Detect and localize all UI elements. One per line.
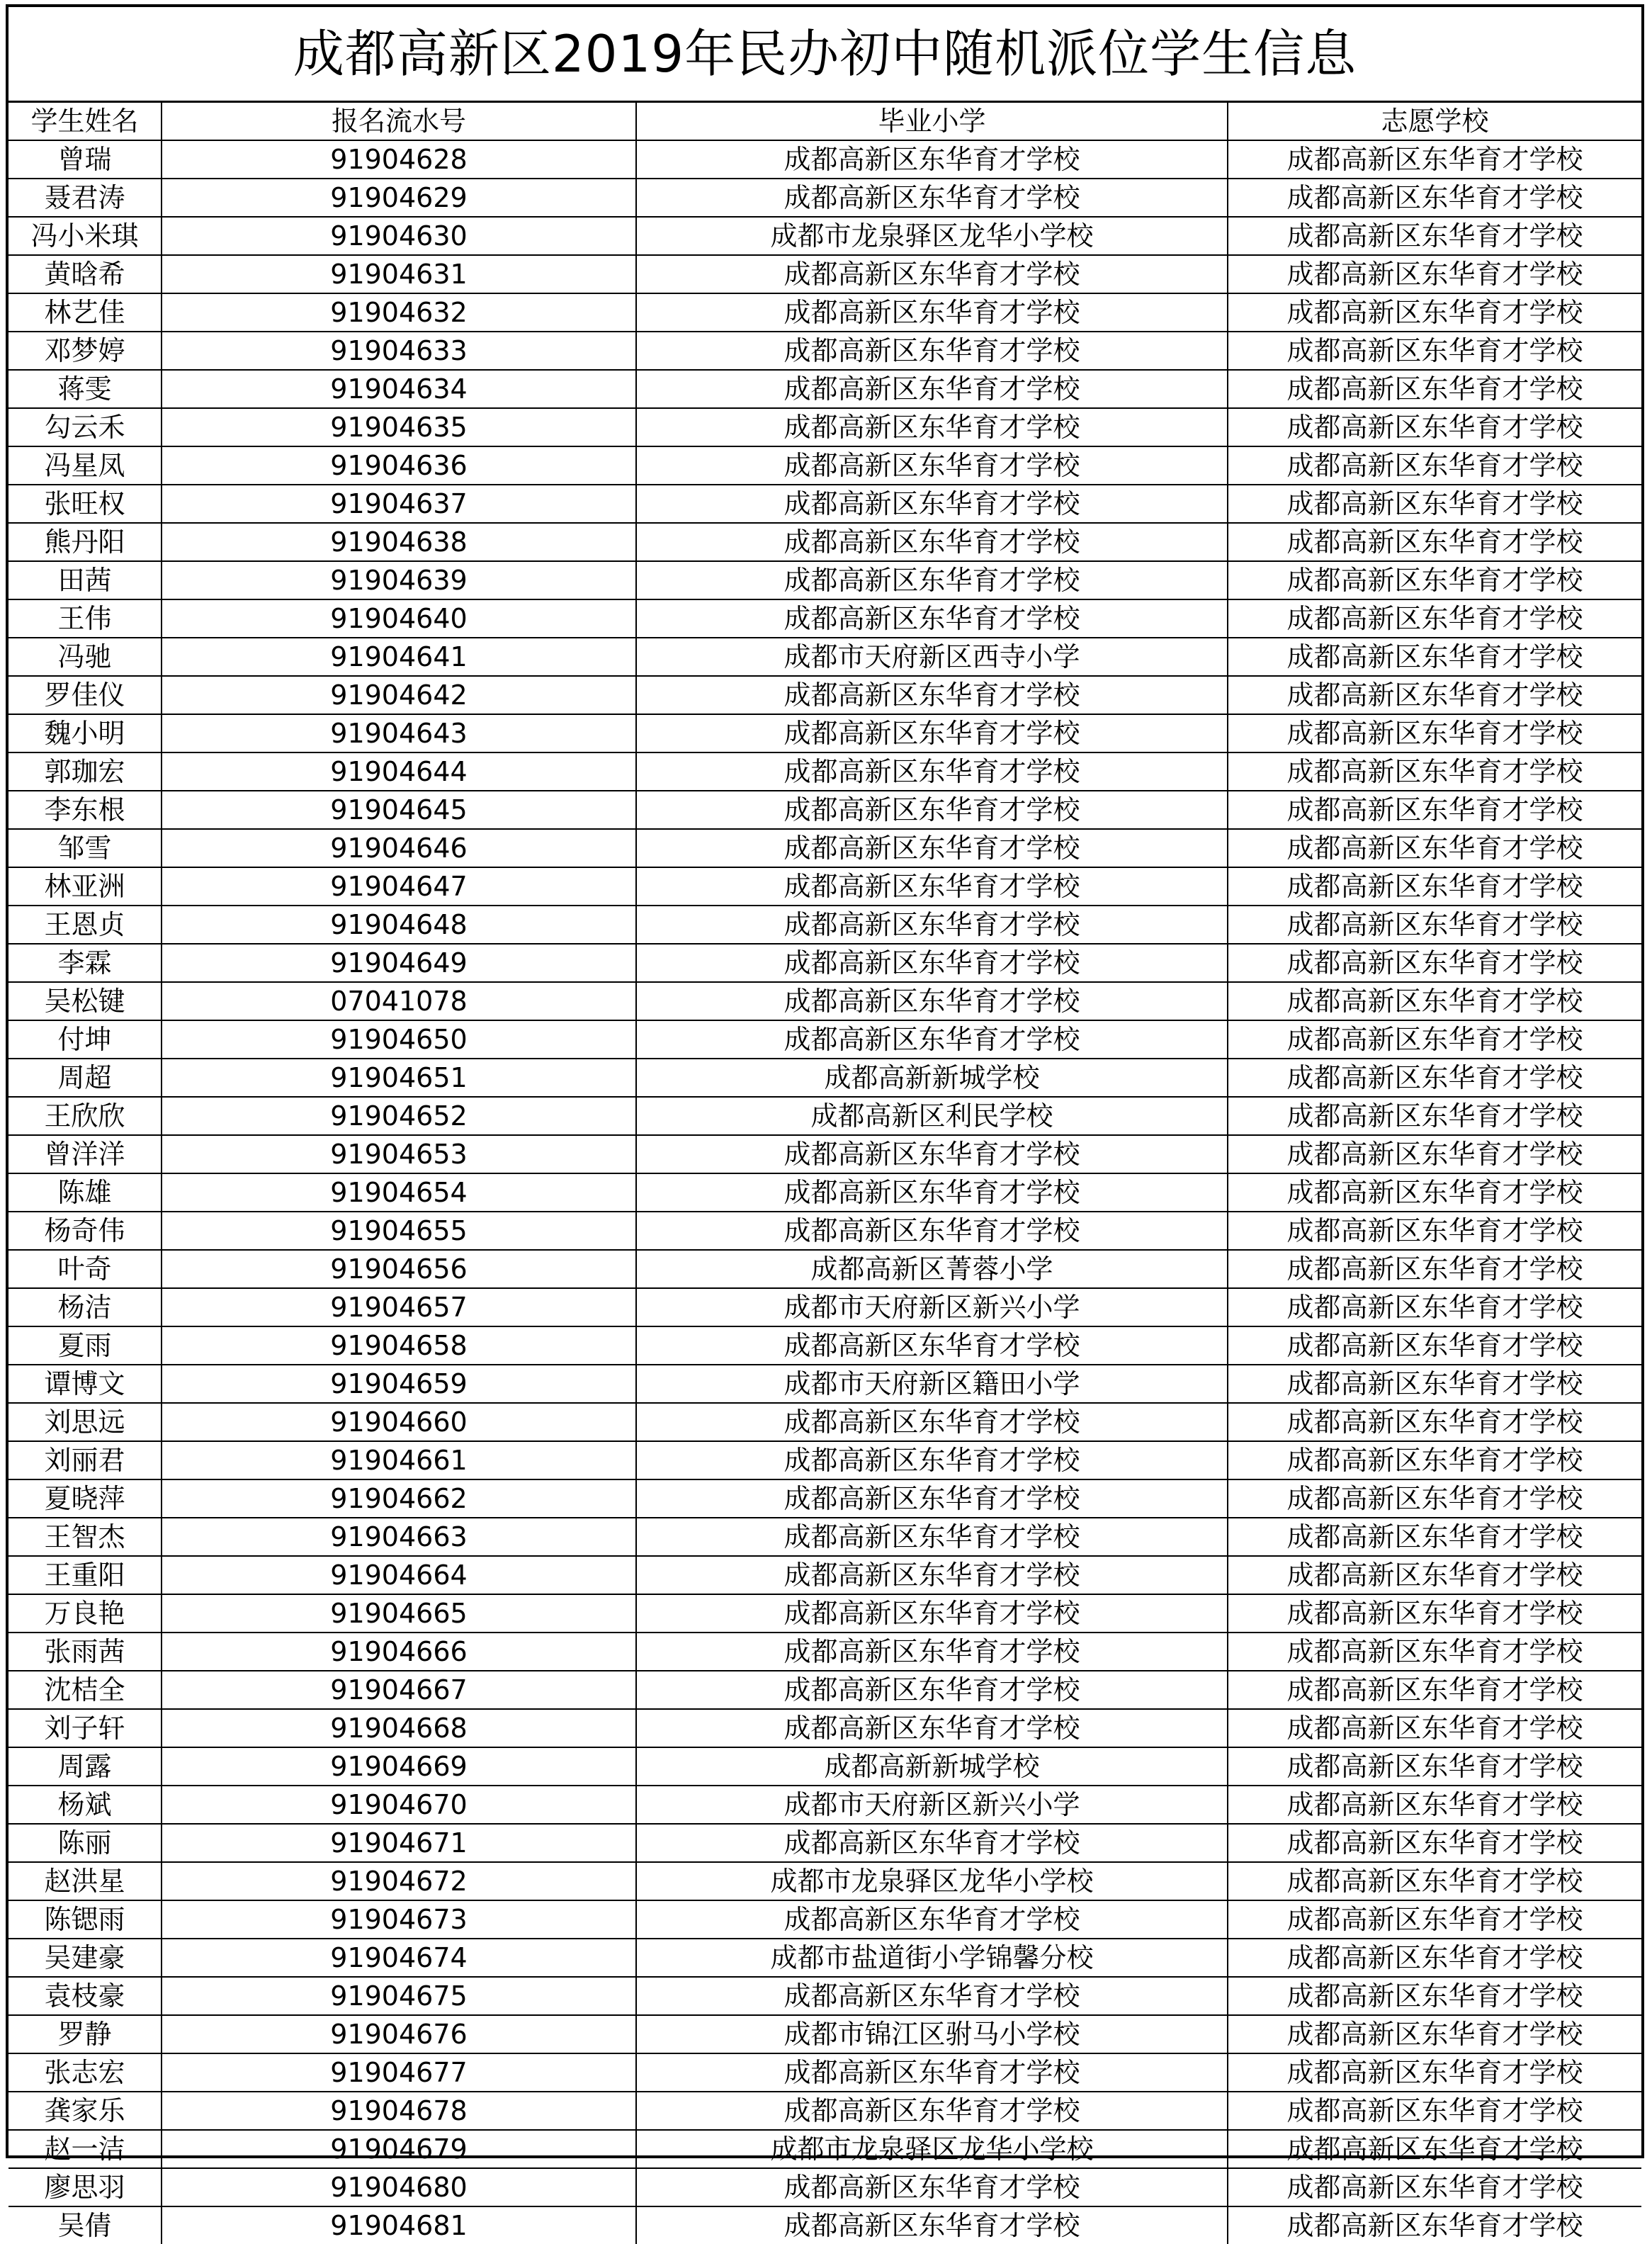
cell-preferred-school: 成都高新区东华育才学校	[1228, 217, 1641, 255]
cell-primary-school: 成都高新区东华育才学校	[636, 1556, 1228, 1594]
table-row	[9, 1365, 1641, 1403]
cell-student-name: 陈雄	[9, 1173, 162, 1212]
cell-serial-number: 07041078	[162, 982, 636, 1020]
cell-student-name: 罗静	[9, 2015, 162, 2053]
table-row	[9, 599, 1641, 638]
table-row	[9, 1326, 1641, 1365]
cell-serial-number: 91904655	[162, 1212, 636, 1250]
cell-primary-school: 成都高新区东华育才学校	[636, 1977, 1228, 2015]
table-row	[9, 2130, 1641, 2168]
cell-preferred-school: 成都高新区东华育才学校	[1228, 561, 1641, 599]
table-row	[9, 2206, 1641, 2244]
cell-serial-number: 91904628	[162, 140, 636, 179]
table-row	[9, 1479, 1641, 1518]
cell-preferred-school: 成都高新区东华育才学校	[1228, 752, 1641, 791]
cell-preferred-school: 成都高新区东华育才学校	[1228, 1135, 1641, 1173]
cell-preferred-school: 成都高新区东华育才学校	[1228, 1326, 1641, 1365]
cell-primary-school: 成都高新区东华育才学校	[636, 1518, 1228, 1556]
cell-primary-school: 成都高新区东华育才学校	[636, 1633, 1228, 1671]
table-row	[9, 1212, 1641, 1250]
cell-primary-school: 成都高新区东华育才学校	[636, 2206, 1228, 2244]
cell-serial-number: 91904675	[162, 1977, 636, 2015]
cell-student-name: 曾瑞	[9, 140, 162, 179]
cell-serial-number: 91904634	[162, 370, 636, 408]
cell-serial-number: 91904653	[162, 1135, 636, 1173]
cell-preferred-school: 成都高新区东华育才学校	[1228, 1556, 1641, 1594]
cell-preferred-school: 成都高新区东华育才学校	[1228, 982, 1641, 1020]
cell-serial-number: 91904647	[162, 867, 636, 906]
cell-student-name: 张旺权	[9, 485, 162, 523]
student-info-sheet	[6, 4, 1644, 2241]
cell-preferred-school: 成都高新区东华育才学校	[1228, 714, 1641, 752]
cell-primary-school: 成都高新区东华育才学校	[636, 1479, 1228, 1518]
cell-preferred-school: 成都高新区东华育才学校	[1228, 140, 1641, 179]
cell-student-name: 冯星凤	[9, 446, 162, 485]
cell-student-name: 赵洪星	[9, 1862, 162, 1900]
cell-student-name: 夏晓萍	[9, 1479, 162, 1518]
cell-preferred-school: 成都高新区东华育才学校	[1228, 1479, 1641, 1518]
header-row	[9, 103, 1641, 140]
column-header-primary-school: 毕业小学	[636, 103, 1228, 140]
cell-student-name: 夏雨	[9, 1326, 162, 1365]
cell-primary-school: 成都市天府新区新兴小学	[636, 1288, 1228, 1326]
cell-preferred-school: 成都高新区东华育才学校	[1228, 1365, 1641, 1403]
cell-student-name: 吴松键	[9, 982, 162, 1020]
table-row	[9, 1441, 1641, 1479]
cell-primary-school: 成都市天府新区西寺小学	[636, 638, 1228, 676]
table-row	[9, 1594, 1641, 1633]
cell-serial-number: 91904658	[162, 1326, 636, 1365]
cell-primary-school: 成都高新新城学校	[636, 1059, 1228, 1097]
cell-serial-number: 91904651	[162, 1059, 636, 1097]
cell-preferred-school: 成都高新区东华育才学校	[1228, 293, 1641, 332]
cell-serial-number: 91904680	[162, 2168, 636, 2206]
cell-primary-school: 成都高新区东华育才学校	[636, 714, 1228, 752]
cell-serial-number: 91904645	[162, 791, 636, 829]
cell-preferred-school: 成都高新区东华育才学校	[1228, 1518, 1641, 1556]
table-row	[9, 1786, 1641, 1824]
cell-student-name: 王恩贞	[9, 906, 162, 944]
cell-serial-number: 91904640	[162, 599, 636, 638]
cell-primary-school: 成都高新区菁蓉小学	[636, 1250, 1228, 1288]
cell-primary-school: 成都高新区东华育才学校	[636, 446, 1228, 485]
cell-primary-school: 成都高新区东华育才学校	[636, 255, 1228, 293]
cell-primary-school: 成都高新区东华育才学校	[636, 179, 1228, 217]
cell-primary-school: 成都高新区东华育才学校	[636, 1212, 1228, 1250]
cell-preferred-school: 成都高新区东华育才学校	[1228, 2053, 1641, 2092]
cell-serial-number: 91904637	[162, 485, 636, 523]
cell-student-name: 王欣欣	[9, 1097, 162, 1135]
cell-student-name: 谭博文	[9, 1365, 162, 1403]
cell-primary-school: 成都高新区东华育才学校	[636, 332, 1228, 370]
cell-preferred-school: 成都高新区东华育才学校	[1228, 2168, 1641, 2206]
cell-primary-school: 成都高新区东华育才学校	[636, 1441, 1228, 1479]
cell-preferred-school: 成都高新区东华育才学校	[1228, 1671, 1641, 1709]
cell-serial-number: 91904643	[162, 714, 636, 752]
cell-serial-number: 91904648	[162, 906, 636, 944]
cell-primary-school: 成都市锦江区驸马小学校	[636, 2015, 1228, 2053]
column-header-preferred-school: 志愿学校	[1228, 103, 1641, 140]
cell-serial-number: 91904663	[162, 1518, 636, 1556]
cell-serial-number: 91904668	[162, 1709, 636, 1747]
cell-primary-school: 成都市天府新区新兴小学	[636, 1786, 1228, 1824]
cell-student-name: 王智杰	[9, 1518, 162, 1556]
cell-serial-number: 91904677	[162, 2053, 636, 2092]
cell-serial-number: 91904646	[162, 829, 636, 867]
cell-serial-number: 91904660	[162, 1403, 636, 1441]
cell-preferred-school: 成都高新区东华育才学校	[1228, 867, 1641, 906]
cell-primary-school: 成都高新区东华育才学校	[636, 752, 1228, 791]
table-row	[9, 791, 1641, 829]
table-row	[9, 676, 1641, 714]
table-row	[9, 1747, 1641, 1786]
table-row	[9, 1977, 1641, 2015]
cell-serial-number: 91904649	[162, 944, 636, 982]
cell-primary-school: 成都高新区东华育才学校	[636, 408, 1228, 446]
table-row	[9, 2092, 1641, 2130]
cell-student-name: 袁枝豪	[9, 1977, 162, 2015]
table-row	[9, 1403, 1641, 1441]
cell-student-name: 邓梦婷	[9, 332, 162, 370]
cell-preferred-school: 成都高新区东华育才学校	[1228, 255, 1641, 293]
cell-student-name: 周超	[9, 1059, 162, 1097]
cell-primary-school: 成都高新区东华育才学校	[636, 140, 1228, 179]
table-row	[9, 523, 1641, 561]
cell-preferred-school: 成都高新区东华育才学校	[1228, 485, 1641, 523]
cell-serial-number: 91904657	[162, 1288, 636, 1326]
cell-student-name: 蒋雯	[9, 370, 162, 408]
cell-serial-number: 91904635	[162, 408, 636, 446]
cell-preferred-school: 成都高新区东华育才学校	[1228, 1250, 1641, 1288]
cell-serial-number: 91904629	[162, 179, 636, 217]
cell-serial-number: 91904673	[162, 1900, 636, 1939]
cell-student-name: 龚家乐	[9, 2092, 162, 2130]
cell-student-name: 曾洋洋	[9, 1135, 162, 1173]
cell-student-name: 李霖	[9, 944, 162, 982]
cell-preferred-school: 成都高新区东华育才学校	[1228, 408, 1641, 446]
table-row	[9, 446, 1641, 485]
cell-student-name: 魏小明	[9, 714, 162, 752]
table-row	[9, 1173, 1641, 1212]
cell-serial-number: 91904672	[162, 1862, 636, 1900]
table-row	[9, 1097, 1641, 1135]
cell-student-name: 陈丽	[9, 1824, 162, 1862]
table-row	[9, 1709, 1641, 1747]
cell-student-name: 刘丽君	[9, 1441, 162, 1479]
cell-preferred-school: 成都高新区东华育才学校	[1228, 523, 1641, 561]
cell-student-name: 罗佳仪	[9, 676, 162, 714]
cell-serial-number: 91904662	[162, 1479, 636, 1518]
cell-student-name: 田茜	[9, 561, 162, 599]
table-row	[9, 1939, 1641, 1977]
table-row	[9, 829, 1641, 867]
cell-serial-number: 91904638	[162, 523, 636, 561]
cell-student-name: 吴倩	[9, 2206, 162, 2244]
table-row	[9, 2015, 1641, 2053]
cell-primary-school: 成都高新区东华育才学校	[636, 791, 1228, 829]
cell-serial-number: 91904659	[162, 1365, 636, 1403]
cell-primary-school: 成都市盐道街小学锦馨分校	[636, 1939, 1228, 1977]
cell-serial-number: 91904654	[162, 1173, 636, 1212]
cell-preferred-school: 成都高新区东华育才学校	[1228, 1709, 1641, 1747]
cell-primary-school: 成都高新区东华育才学校	[636, 599, 1228, 638]
cell-serial-number: 91904671	[162, 1824, 636, 1862]
cell-primary-school: 成都高新区东华育才学校	[636, 1403, 1228, 1441]
table-row	[9, 1059, 1641, 1097]
cell-primary-school: 成都高新区东华育才学校	[636, 1020, 1228, 1059]
cell-preferred-school: 成都高新区东华育才学校	[1228, 1594, 1641, 1633]
student-table	[9, 103, 1641, 2244]
cell-student-name: 张雨茜	[9, 1633, 162, 1671]
table-row	[9, 408, 1641, 446]
table-row	[9, 2053, 1641, 2092]
table-row	[9, 1556, 1641, 1594]
table-row	[9, 293, 1641, 332]
cell-preferred-school: 成都高新区东华育才学校	[1228, 1786, 1641, 1824]
cell-primary-school: 成都高新区东华育才学校	[636, 1326, 1228, 1365]
cell-student-name: 付坤	[9, 1020, 162, 1059]
table-row	[9, 1862, 1641, 1900]
table-row	[9, 179, 1641, 217]
cell-preferred-school: 成都高新区东华育才学校	[1228, 2015, 1641, 2053]
cell-serial-number: 91904656	[162, 1250, 636, 1288]
cell-serial-number: 91904652	[162, 1097, 636, 1135]
cell-preferred-school: 成都高新区东华育才学校	[1228, 906, 1641, 944]
cell-student-name: 聂君涛	[9, 179, 162, 217]
table-row	[9, 1135, 1641, 1173]
cell-serial-number: 91904633	[162, 332, 636, 370]
table-row	[9, 1288, 1641, 1326]
cell-serial-number: 91904674	[162, 1939, 636, 1977]
cell-serial-number: 91904632	[162, 293, 636, 332]
table-row	[9, 1900, 1641, 1939]
table-row	[9, 140, 1641, 179]
cell-primary-school: 成都高新区东华育才学校	[636, 1671, 1228, 1709]
cell-primary-school: 成都高新区东华育才学校	[636, 2092, 1228, 2130]
table-row	[9, 485, 1641, 523]
cell-primary-school: 成都高新区东华育才学校	[636, 2053, 1228, 2092]
cell-serial-number: 91904667	[162, 1671, 636, 1709]
cell-serial-number: 91904676	[162, 2015, 636, 2053]
cell-primary-school: 成都高新区东华育才学校	[636, 293, 1228, 332]
cell-student-name: 赵一洁	[9, 2130, 162, 2168]
table-row	[9, 867, 1641, 906]
cell-serial-number: 91904661	[162, 1441, 636, 1479]
cell-primary-school: 成都市天府新区籍田小学	[636, 1365, 1228, 1403]
column-header-name: 学生姓名	[9, 103, 162, 140]
cell-serial-number: 91904630	[162, 217, 636, 255]
cell-primary-school: 成都高新区东华育才学校	[636, 1135, 1228, 1173]
cell-student-name: 吴建豪	[9, 1939, 162, 1977]
cell-primary-school: 成都高新区东华育才学校	[636, 676, 1228, 714]
table-row	[9, 217, 1641, 255]
cell-primary-school: 成都高新区东华育才学校	[636, 829, 1228, 867]
cell-student-name: 杨奇伟	[9, 1212, 162, 1250]
cell-serial-number: 91904669	[162, 1747, 636, 1786]
cell-student-name: 冯小米琪	[9, 217, 162, 255]
cell-primary-school: 成都高新区东华育才学校	[636, 523, 1228, 561]
cell-student-name: 林亚洲	[9, 867, 162, 906]
cell-primary-school: 成都高新区东华育才学校	[636, 2168, 1228, 2206]
cell-primary-school: 成都高新区东华育才学校	[636, 1900, 1228, 1939]
sheet-title: 成都高新区2019年民办初中随机派位学生信息	[9, 7, 1641, 103]
cell-serial-number: 91904678	[162, 2092, 636, 2130]
table-row	[9, 638, 1641, 676]
cell-preferred-school: 成都高新区东华育才学校	[1228, 1633, 1641, 1671]
cell-student-name: 林艺佳	[9, 293, 162, 332]
table-row	[9, 982, 1641, 1020]
cell-student-name: 杨斌	[9, 1786, 162, 1824]
cell-preferred-school: 成都高新区东华育才学校	[1228, 2092, 1641, 2130]
cell-preferred-school: 成都高新区东华育才学校	[1228, 1173, 1641, 1212]
table-row	[9, 1671, 1641, 1709]
cell-primary-school: 成都高新新城学校	[636, 1747, 1228, 1786]
cell-student-name: 陈锶雨	[9, 1900, 162, 1939]
cell-preferred-school: 成都高新区东华育才学校	[1228, 446, 1641, 485]
cell-student-name: 郭珈宏	[9, 752, 162, 791]
table-body	[9, 140, 1641, 2244]
cell-preferred-school: 成都高新区东华育才学校	[1228, 1441, 1641, 1479]
cell-serial-number: 91904639	[162, 561, 636, 599]
cell-primary-school: 成都市龙泉驿区龙华小学校	[636, 1862, 1228, 1900]
table-row	[9, 561, 1641, 599]
cell-student-name: 刘思远	[9, 1403, 162, 1441]
cell-preferred-school: 成都高新区东华育才学校	[1228, 332, 1641, 370]
cell-preferred-school: 成都高新区东华育才学校	[1228, 829, 1641, 867]
cell-preferred-school: 成都高新区东华育才学校	[1228, 1212, 1641, 1250]
cell-student-name: 王伟	[9, 599, 162, 638]
cell-preferred-school: 成都高新区东华育才学校	[1228, 638, 1641, 676]
cell-preferred-school: 成都高新区东华育才学校	[1228, 791, 1641, 829]
cell-preferred-school: 成都高新区东华育才学校	[1228, 1097, 1641, 1135]
cell-student-name: 周露	[9, 1747, 162, 1786]
cell-primary-school: 成都高新区东华育才学校	[636, 944, 1228, 982]
cell-serial-number: 91904641	[162, 638, 636, 676]
cell-student-name: 李东根	[9, 791, 162, 829]
cell-primary-school: 成都高新区东华育才学校	[636, 982, 1228, 1020]
cell-preferred-school: 成都高新区东华育才学校	[1228, 1977, 1641, 2015]
column-header-serial: 报名流水号	[162, 103, 636, 140]
table-row	[9, 1518, 1641, 1556]
cell-student-name: 廖思羽	[9, 2168, 162, 2206]
cell-serial-number: 91904631	[162, 255, 636, 293]
cell-preferred-school: 成都高新区东华育才学校	[1228, 1939, 1641, 1977]
cell-serial-number: 91904636	[162, 446, 636, 485]
cell-serial-number: 91904670	[162, 1786, 636, 1824]
cell-primary-school: 成都高新区东华育才学校	[636, 370, 1228, 408]
cell-preferred-school: 成都高新区东华育才学校	[1228, 2206, 1641, 2244]
cell-primary-school: 成都高新区东华育才学校	[636, 485, 1228, 523]
cell-student-name: 叶奇	[9, 1250, 162, 1288]
cell-primary-school: 成都高新区利民学校	[636, 1097, 1228, 1135]
cell-primary-school: 成都市龙泉驿区龙华小学校	[636, 217, 1228, 255]
cell-student-name: 杨洁	[9, 1288, 162, 1326]
table-row	[9, 1824, 1641, 1862]
cell-student-name: 勾云禾	[9, 408, 162, 446]
cell-preferred-school: 成都高新区东华育才学校	[1228, 1747, 1641, 1786]
table-row	[9, 944, 1641, 982]
cell-preferred-school: 成都高新区东华育才学校	[1228, 944, 1641, 982]
cell-student-name: 熊丹阳	[9, 523, 162, 561]
table-row	[9, 1633, 1641, 1671]
cell-preferred-school: 成都高新区东华育才学校	[1228, 1900, 1641, 1939]
cell-primary-school: 成都高新区东华育才学校	[636, 1173, 1228, 1212]
cell-student-name: 冯驰	[9, 638, 162, 676]
cell-preferred-school: 成都高新区东华育才学校	[1228, 1862, 1641, 1900]
table-row	[9, 714, 1641, 752]
cell-serial-number: 91904650	[162, 1020, 636, 1059]
table-row	[9, 1020, 1641, 1059]
cell-preferred-school: 成都高新区东华育才学校	[1228, 1059, 1641, 1097]
cell-serial-number: 91904679	[162, 2130, 636, 2168]
table-row	[9, 255, 1641, 293]
cell-student-name: 刘子轩	[9, 1709, 162, 1747]
cell-primary-school: 成都高新区东华育才学校	[636, 906, 1228, 944]
cell-preferred-school: 成都高新区东华育才学校	[1228, 2130, 1641, 2168]
cell-primary-school: 成都高新区东华育才学校	[636, 1594, 1228, 1633]
cell-student-name: 沈桔全	[9, 1671, 162, 1709]
cell-preferred-school: 成都高新区东华育才学校	[1228, 1824, 1641, 1862]
cell-preferred-school: 成都高新区东华育才学校	[1228, 370, 1641, 408]
cell-preferred-school: 成都高新区东华育才学校	[1228, 1020, 1641, 1059]
table-row	[9, 2168, 1641, 2206]
cell-preferred-school: 成都高新区东华育才学校	[1228, 676, 1641, 714]
cell-primary-school: 成都市龙泉驿区龙华小学校	[636, 2130, 1228, 2168]
cell-primary-school: 成都高新区东华育才学校	[636, 561, 1228, 599]
cell-serial-number: 91904664	[162, 1556, 636, 1594]
cell-student-name: 万良艳	[9, 1594, 162, 1633]
cell-serial-number: 91904681	[162, 2206, 636, 2244]
cell-student-name: 王重阳	[9, 1556, 162, 1594]
table-row	[9, 332, 1641, 370]
cell-student-name: 张志宏	[9, 2053, 162, 2092]
table-row	[9, 1250, 1641, 1288]
cell-primary-school: 成都高新区东华育才学校	[636, 1709, 1228, 1747]
table-row	[9, 752, 1641, 791]
cell-serial-number: 91904642	[162, 676, 636, 714]
cell-preferred-school: 成都高新区东华育才学校	[1228, 1403, 1641, 1441]
table-row	[9, 906, 1641, 944]
cell-student-name: 邹雪	[9, 829, 162, 867]
cell-serial-number: 91904644	[162, 752, 636, 791]
cell-primary-school: 成都高新区东华育才学校	[636, 867, 1228, 906]
cell-preferred-school: 成都高新区东华育才学校	[1228, 179, 1641, 217]
cell-primary-school: 成都高新区东华育才学校	[636, 1824, 1228, 1862]
cell-serial-number: 91904665	[162, 1594, 636, 1633]
cell-preferred-school: 成都高新区东华育才学校	[1228, 1288, 1641, 1326]
table-row	[9, 370, 1641, 408]
cell-preferred-school: 成都高新区东华育才学校	[1228, 599, 1641, 638]
cell-serial-number: 91904666	[162, 1633, 636, 1671]
cell-student-name: 黄晗希	[9, 255, 162, 293]
